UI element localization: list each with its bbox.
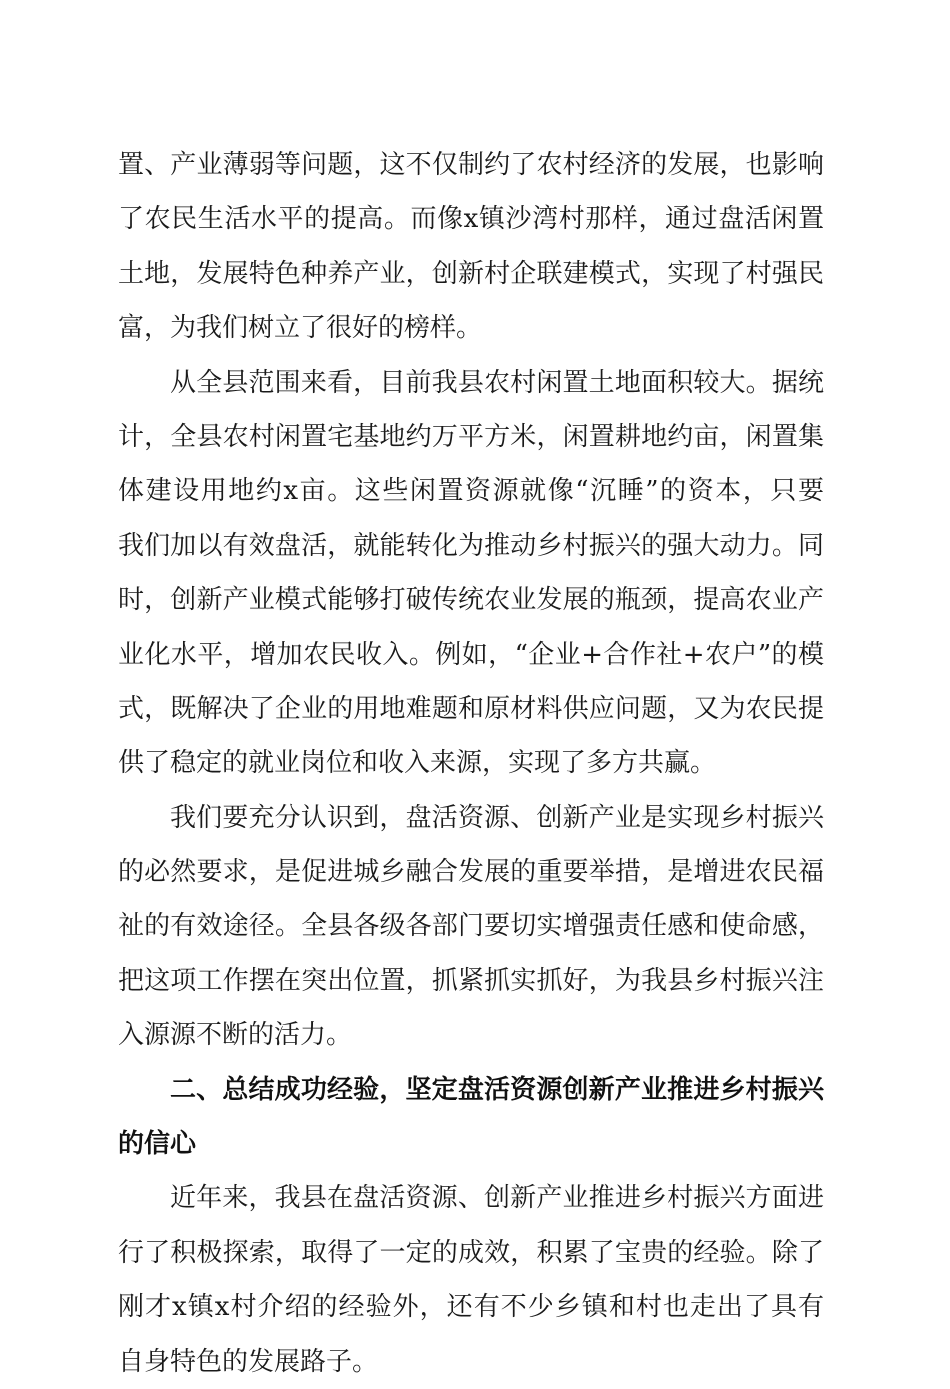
text-line: 式，既解决了企业的用地难题和原材料供应问题，又为农民提 (118, 693, 824, 724)
text-line: 我们要充分认识到，盘活资源、创新产业是实现乡村振兴 (170, 802, 824, 833)
text-line: 行了积极探索，取得了一定的成效，积累了宝贵的经验。除了 (118, 1237, 824, 1268)
text-line: 体建设用地约x亩。这些闲置资源就像“沉睡”的资本，只要 (118, 476, 824, 507)
text-line: 入源源不断的活力。 (118, 1020, 353, 1051)
text-line: 了农民生活水平的提高。而像x镇沙湾村那样，通过盘活闲置 (118, 204, 824, 235)
section-heading: 二、总结成功经验，坚定盘活资源创新产业推进乡村振兴 (170, 1074, 824, 1105)
text-line: 土地，发展特色种养产业，创新村企联建模式，实现了村强民 (118, 258, 824, 289)
text-line: 我们加以有效盘活，就能转化为推动乡村振兴的强大动力。同 (118, 530, 824, 561)
text-line: 业化水平，增加农民收入。例如，“企业+合作社+农户”的模 (118, 639, 824, 670)
text-line: 近年来，我县在盘活资源、创新产业推进乡村振兴方面进 (170, 1183, 824, 1214)
document-body (118, 138, 824, 1389)
text-line: 供了稳定的就业岗位和收入来源，实现了多方共赢。 (118, 748, 717, 779)
section-heading: 的信心 (118, 1129, 197, 1160)
text-line: 计，全县农村闲置宅基地约万平方米，闲置耕地约亩，闲置集 (118, 421, 824, 452)
text-line: 自身特色的发展路子。 (118, 1346, 379, 1377)
text-line: 置、产业薄弱等问题，这不仅制约了农村经济的发展，也影响 (118, 150, 824, 180)
text-line: 从全县范围来看，目前我县农村闲置土地面积较大。据统 (170, 367, 824, 398)
text-line: 时，创新产业模式能够打破传统农业发展的瓶颈，提高农业产 (118, 585, 824, 616)
text-line: 祉的有效途径。全县各级各部门要切实增强责任感和使命感， (118, 911, 824, 942)
text-line: 把这项工作摆在突出位置，抓紧抓实抓好，为我县乡村振兴注 (118, 965, 824, 996)
text-line: 富，为我们树立了很好的榜样。 (118, 313, 483, 344)
text-line: 的必然要求，是促进城乡融合发展的重要举措，是增进农民福 (118, 857, 824, 888)
text-line: 刚才x镇x村介绍的经验外，还有不少乡镇和村也走出了具有 (118, 1292, 824, 1323)
